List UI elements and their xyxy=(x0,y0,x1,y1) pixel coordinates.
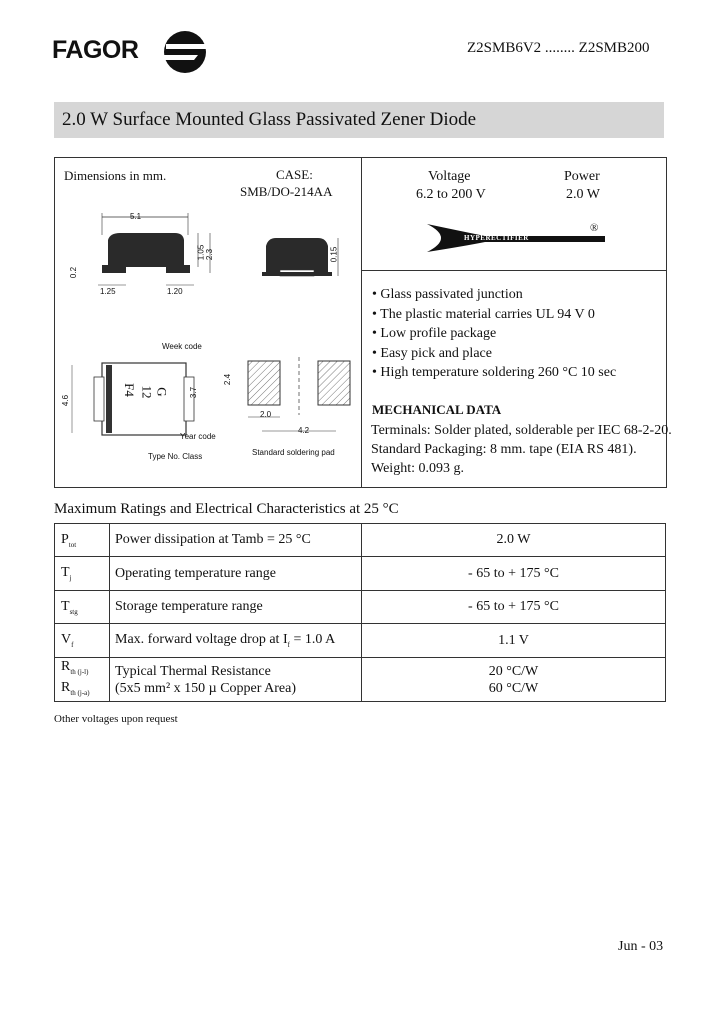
table-row xyxy=(55,591,666,624)
divider-horizontal xyxy=(361,270,666,271)
dim-width: 5.1 xyxy=(130,212,142,221)
symbol-cell: $T_{stg}$ xyxy=(55,591,110,624)
type-no-label: Type No. Class xyxy=(148,452,203,461)
symbol-cell: $R_{th (j-l)}$ $R_{th (j-a)}$ xyxy=(55,658,110,702)
symbol-cell: $V_f$ xyxy=(55,624,110,658)
power-value: 2.0 W xyxy=(566,187,600,202)
year-code-label: Year code xyxy=(180,432,216,441)
marking-drawing xyxy=(60,355,200,440)
part-range: Z2SMB6V2 ........ Z2SMB200 xyxy=(467,40,650,56)
week-code-label: Week code xyxy=(162,342,202,351)
mechanical-line: Terminals: Solder plated, solderable per IEC 68-2-20. xyxy=(371,423,672,438)
marking-line1: F4 xyxy=(121,383,137,397)
table-row xyxy=(55,524,666,557)
dim-body-h: 3.7 xyxy=(189,386,199,399)
features-list xyxy=(372,285,662,383)
feature-item: • Easy pick and place xyxy=(372,345,492,361)
ratings-table xyxy=(54,523,666,702)
pad-total: 4.2 xyxy=(298,426,310,435)
table-row-thermal xyxy=(55,658,666,702)
footnote: Other voltages upon request xyxy=(54,713,178,725)
feature-item: • High temperature soldering 260 °C 10 sec xyxy=(372,365,617,380)
mechanical-lines xyxy=(371,421,672,478)
description-cell: Operating temperature range xyxy=(110,557,362,591)
value-cell: 20 °C/W 60 °C/W xyxy=(362,658,666,702)
dim-height2: 2.3 xyxy=(205,248,215,261)
dim-lead-gap: 0.2 xyxy=(69,266,79,279)
description-cell: Max. forward voltage drop at $I_f = 1.0$ A xyxy=(110,624,362,658)
voltage-label: Voltage xyxy=(428,169,471,184)
symbol-cell: $T_j$ xyxy=(55,557,110,591)
dim-height: 1.05 xyxy=(196,244,206,261)
value-cell: 1.1 V xyxy=(362,624,666,658)
hyperectifier-text: HYPERECTIFIER xyxy=(464,234,529,242)
case-label: CASE: xyxy=(276,167,313,182)
mechanical-line: Weight: 0.093 g. xyxy=(371,461,464,476)
marking-line2: 12 xyxy=(139,385,155,399)
symbol-cell: $P_{tot}$ xyxy=(55,524,110,557)
marking-line3: G xyxy=(154,387,170,397)
dim-body-w: 4.6 xyxy=(61,394,71,407)
dim-lead-left: 1.25 xyxy=(100,287,116,296)
description-cell: Storage temperature range xyxy=(110,591,362,624)
value-cell: - 65 to + 175 °C xyxy=(362,591,666,624)
case-value: SMB/DO-214AA xyxy=(240,184,333,199)
dim-side-thk: 0.15 xyxy=(329,246,339,263)
pad-w: 2.0 xyxy=(260,410,272,419)
feature-item: • Glass passivated junction xyxy=(372,287,523,302)
page-title: 2.0 W Surface Mounted Glass Passivated Zener Diode xyxy=(62,109,477,130)
description-cell: Typical Thermal Resistance (5x5 mm² x 150 µ Copper Area) xyxy=(110,658,362,702)
brand-logo-text: FAGOR xyxy=(52,36,139,64)
value-cell: - 65 to + 175 °C xyxy=(362,557,666,591)
voltage-value: 6.2 to 200 V xyxy=(416,187,486,202)
feature-item: • Low profile package xyxy=(372,326,497,341)
fagor-logo-icon xyxy=(160,30,210,74)
registered-mark: ® xyxy=(590,222,599,234)
table-row xyxy=(55,557,666,591)
table-heading: Maximum Ratings and Electrical Characteristics at 25 °C xyxy=(54,501,399,517)
feature-item: • The plastic material carries UL 94 V 0 xyxy=(372,306,595,322)
mechanical-line: Standard Packaging: 8 mm. tape (EIA RS 481). xyxy=(371,442,637,457)
dim-lead-right: 1.20 xyxy=(167,287,183,296)
soldering-pad-drawing xyxy=(230,355,360,445)
dimensions-label: Dimensions in mm. xyxy=(64,168,167,183)
pad-label: Standard soldering pad xyxy=(252,448,335,457)
pad-h: 2.4 xyxy=(223,373,233,386)
title-bar xyxy=(54,102,664,138)
value-cell: 2.0 W xyxy=(362,524,666,557)
footer-date: Jun - 03 xyxy=(618,939,664,954)
table-row xyxy=(55,624,666,658)
mechanical-heading: MECHANICAL DATA xyxy=(372,402,502,417)
power-label: Power xyxy=(564,169,600,184)
divider-vertical xyxy=(361,157,362,487)
description-cell: Power dissipation at Tamb = 25 °C xyxy=(110,524,362,557)
